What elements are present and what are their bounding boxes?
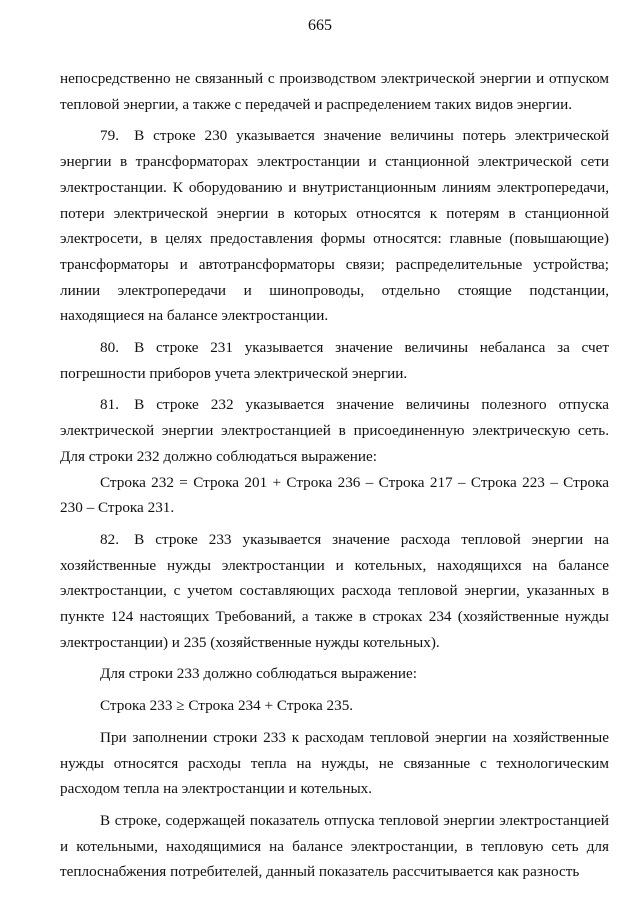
paragraph-81: 81. В строке 232 указывается значение величины полезного отпуска электрической энергии электростанцией в присоединенную электрическую сеть. Для строки 232 должно соблюдаться выражение: (60, 396, 609, 465)
formula-row-232: Строка 232 = Строка 201 + Строка 236 – Строка 217 – Строка 223 – Строка 230 – Строка 231. (60, 473, 609, 517)
paragraph-continuation: непосредственно не связанный с производством электрической энергии и отпуском тепловой энергии, а также с передачей и распределением таких видов энергии. (60, 70, 609, 113)
page-number: 665 (308, 17, 332, 34)
paragraph-80: 80. В строке 231 указывается значение величины небаланса за счет погрешности приборов учета электрической энергии. (60, 339, 609, 382)
paragraph-heat-supply: В строке, содержащей показатель отпуска тепловой энергии электростанцией и котельными, находящимися на балансе электростанции, в тепловую сеть для теплоснабжения потребителей, данный показатель рассчитывается как разность (60, 811, 609, 881)
document-body (60, 66, 609, 885)
paragraph-79: 79. В строке 230 указывается значение величины потерь электрической энергии в трансформаторах электростанции и станционной электрической сети электростанции. К оборудованию и внутристанционным линиям электропередачи, потери электрической энергии в которых относятся к потерям в станционной электросети, в целях предоставления формы относятся: главные (повышающие) трансформаторы и автотрансформаторы связи; распределительные устройства; линии электропередачи и шинопроводы, отдельно стоящие подстанции, находящиеся на балансе электростанции. (60, 127, 609, 325)
paragraph-heat-expenses: При заполнении строки 233 к расходам тепловой энергии на хозяйственные нужды относятся расходы тепла на нужды, не связанные с технологическим расходом тепла на электростанции и котельных. (60, 728, 609, 798)
formula-intro-233: Для строки 233 должно соблюдаться выражение: (100, 665, 418, 683)
paragraph-82: 82. В строке 233 указывается значение расхода тепловой энергии на хозяйственные нужды электростанции и котельных, находящихся на балансе электростанции, с учетом составляющих расхода тепловой энергии, указанных в пункте 124 настоящих Требований, а также в строках 234 (хозяйственные нужды электростанции) и 235 (хозяйственные нужды котельных). (60, 530, 609, 651)
formula-row-233: Строка 233 ≥ Строка 234 + Строка 235. (100, 697, 354, 715)
